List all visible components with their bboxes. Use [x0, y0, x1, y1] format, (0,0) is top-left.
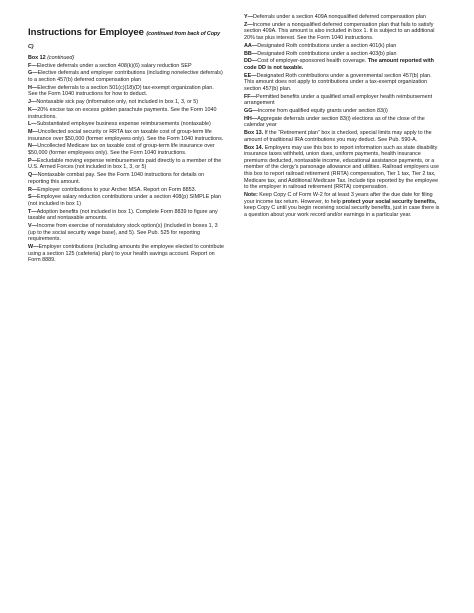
box13-paragraph [244, 130, 443, 143]
entry-code: FF [244, 93, 251, 100]
entry-text: Employer contributions (including amounts the employee elected to contribute using a section 125 (cafeteria) plan) to your health savings account. Report on Form 8889. [28, 244, 224, 264]
note-text-2: keep Copy C until you begin receiving social security benefits, just in case there is a question about your work record and/or earnings in a particular year. [244, 205, 440, 218]
entry-code-aa: AA—Designated Roth contributions under a section 401(k) plan [244, 42, 397, 49]
note-bold-text: protect your social security benefits, [342, 198, 437, 205]
page-heading [28, 27, 224, 53]
entry-code-k: K—20% excise tax on excess golden parachute payments. See the Form 1040 instructions. [28, 106, 217, 120]
entry-text: Aggregate deferrals under section 83(i) elections as of the close of the calendar year [244, 115, 425, 129]
entry-code-y: Y—Deferrals under a section 409A nonqualified deferred compensation plan [244, 14, 426, 20]
entry-code: L [28, 121, 32, 128]
box14-text: Employers may use this box to report information such as state disability insurance taxes withheld, union dues, uniform payments, health insurance premiums deducted, nontaxable income, educational assistance payments, or a member of the clergy’s parsonage allowance and utilities. Railroad employers use this box to report railroad retirement (RRTA) compensation, Tier 1 tax, Tier 2 tax, Medicare tax, and Additional Medicare Tax. Include tips reported by the employee to the employer in railroad retirement (RRTA) compensation. [244, 144, 439, 191]
box14-label: Box 14. [244, 144, 264, 151]
entry-code-dd: DD—Cost of employer-sponsored health coverage. The amount reported with code DD is not taxable. [244, 58, 434, 71]
entry-text: Permitted benefits under a qualified small employer health reimbursement arrangement [244, 93, 433, 107]
entry-code: S [28, 194, 32, 201]
entry-code-h: H—Elective deferrals to a section 501(c)(18)(D) tax-exempt organization plan. See the Form 1040 instructions for how to deduct. [28, 84, 214, 98]
entry-code-ee: EE—Designated Roth contributions under a governmental section 457(b) plan. This amount does not apply to contributions under a tax-exempt organization section 457(b) plan. [244, 72, 432, 92]
entry-code-bb: BB—Designated Roth contributions under a section 403(b) plan [244, 50, 397, 57]
entry-code-z: Z—Income under a nonqualified deferred compensation plan that fails to satisfy section 409A. This amount is also included in box 1. It is subject to an additional 20% tax plus interest. See the Form 1040 instructions. [244, 21, 435, 41]
entry-code: K [28, 106, 32, 113]
entry-text: Employer contributions to your Archer MSA. Report on Form 8853. [37, 186, 197, 193]
entry-code: AA [244, 42, 252, 49]
entry-code: Z [244, 21, 248, 28]
entry-code-f: F—Elective deferrals under a section 408(k)(6) salary reduction SEP [28, 62, 192, 69]
entry-code: H [28, 84, 32, 91]
entry-code-n: N—Uncollected Medicare tax on taxable cost of group-term life insurance over $50,000 (former employees only). See the Form 1040 instructions. [28, 143, 215, 157]
entry-code: G [28, 70, 33, 77]
box14-paragraph [244, 145, 443, 191]
entry-code: EE [244, 72, 252, 79]
note-label: Note: [244, 191, 258, 198]
box13-text: If the “Retirement plan” box is checked, special limits may apply to the amount of traditional IRA contributions you may deduct. See Pub. 590-A. [244, 130, 432, 143]
entry-code-gg: GG—Income from qualified equity grants under section 83(i) [244, 108, 388, 115]
entry-bold-text: The amount reported with code DD is not taxable. [244, 58, 434, 71]
box12-title: Box 12 [28, 55, 46, 61]
entry-code-j: J—Nontaxable sick pay (information only, not included in box 1, 3, or 5) [28, 99, 199, 106]
right-entry-list [244, 14, 443, 129]
box12-subheading [28, 55, 224, 62]
note-text-1: Keep Copy C of Form W-2 for at least 3 years after the due date for filing your income tax return. However, to help [244, 191, 433, 205]
entry-code-hh: HH—Aggregate deferrals under section 83(i) elections as of the close of the calendar year [244, 115, 425, 129]
entry-code: BB [244, 50, 252, 57]
entry-code-r: R—Employer contributions to your Archer MSA. Report on Form 8853. [28, 186, 197, 193]
entry-code-g: G—Elective deferrals and employer contributions (including nonelective deferrals) to a section 457(b) deferred compensation plan [28, 70, 223, 83]
entry-text: Income from qualified equity grants under section 83(i) [257, 108, 388, 115]
entry-code: R [28, 186, 32, 193]
entry-text: Designated Roth contributions under a governmental section 457(b) plan. This amount does not apply to contributions under a tax-exempt organization section 457(b) plan. [244, 72, 432, 92]
entry-code-p: P—Excludable moving expense reimbursements paid directly to a member of the U.S. Armed Forces (not included in box 1, 3, or 5) [28, 157, 222, 171]
entry-text: Cost of employer-sponsored health coverage. [257, 58, 367, 65]
entry-code: N [28, 143, 32, 150]
entry-text: Income from exercise of nonstatutory stock option(s) (included in boxes 1, 3 (up to the social security wage base), and 5). See Pub. 525 for reporting requirements. [28, 223, 218, 243]
entry-text: Deferrals under a section 409A nonqualified deferred compensation plan [253, 14, 426, 20]
entry-text: Elective deferrals to a section 501(c)(18)(D) tax-exempt organization plan. See the Form 1040 instructions for how to deduct. [28, 84, 214, 98]
left-column [28, 27, 224, 265]
box12-note: (continued) [47, 55, 75, 61]
note-paragraph [244, 192, 443, 218]
entry-code: DD [244, 58, 252, 65]
entry-text: 20% excise tax on excess golden parachute payments. See the Form 1040 instructions. [28, 106, 217, 120]
entry-text: Uncollected Medicare tax on taxable cost of group-term life insurance over $50,000 (former employees only). See the Form 1040 instructions. [28, 143, 215, 157]
entry-code: M [28, 129, 33, 136]
entry-text: Excludable moving expense reimbursements paid directly to a member of the U.S. Armed Forces (not included in box 1, 3, or 5) [28, 157, 222, 171]
entry-code: Q [28, 172, 33, 179]
entry-code: J [28, 99, 31, 106]
entry-code-ff: FF—Permitted benefits under a qualified small employer health reimbursement arrangement [244, 93, 433, 107]
heading-title: Instructions for Employee [28, 27, 144, 38]
entry-code: V [28, 223, 32, 230]
entry-code: W [28, 244, 34, 251]
box13-label: Box 13. [244, 130, 264, 137]
entry-text: Designated Roth contributions under a section 403(b) plan [257, 50, 397, 57]
entry-text: Substantiated employee business expense reimbursements (nontaxable) [36, 121, 211, 128]
entry-code: Y [244, 14, 248, 20]
entry-code: GG [244, 108, 253, 115]
left-entry-list [28, 63, 224, 264]
entry-text: Uncollected social security or RRTA tax on taxable cost of group-term life insurance over $50,000 (former employees only). See the Form 1040 instructions. [28, 129, 224, 142]
entry-code-w: W—Employer contributions (including amounts the employee elected to contribute using a section 125 (cafeteria) plan) to your health savings account. Report on Form 8889. [28, 244, 224, 264]
entry-text: Elective deferrals and employer contributions (including nonelective deferrals) to a section 457(b) deferred compensation plan [28, 70, 223, 83]
entry-code-l: L—Substantiated employee business expense reimbursements (nontaxable) [28, 121, 211, 128]
entry-text: Designated Roth contributions under a section 401(k) plan [257, 42, 397, 49]
entry-code-m: M—Uncollected social security or RRTA tax on taxable cost of group-term life insurance over $50,000 (former employees only). See the Form 1040 instructions. [28, 129, 224, 142]
entry-code: F [28, 62, 32, 69]
entry-code-s: S—Employee salary reduction contributions under a section 408(p) SIMPLE plan (not included in box 1) [28, 194, 221, 207]
heading-note: (continued from back of Copy C) [28, 31, 220, 50]
right-column [244, 14, 443, 219]
entry-text: Nontaxable sick pay (information only, not included in box 1, 3, or 5) [36, 99, 199, 106]
entry-text: Nontaxable combat pay. See the Form 1040 instructions for details on reporting this amount. [28, 172, 205, 185]
entry-code-q: Q—Nontaxable combat pay. See the Form 1040 instructions for details on reporting this amount. [28, 172, 205, 185]
entry-code-t: T—Adoption benefits (not included in box 1). Complete Form 8839 to figure any taxable and nontaxable amounts. [28, 208, 218, 222]
entry-code-v: V—Income from exercise of nonstatutory stock option(s) (included in boxes 1, 3 (up to the social security wage base), and 5). See Pub. 525 for reporting requirements. [28, 223, 218, 243]
entry-code: P [28, 157, 32, 164]
entry-text: Income under a nonqualified deferred compensation plan that fails to satisfy section 409A. This amount is also included in box 1. It is subject to an additional 20% tax plus interest. See the Form 1040 instructions. [244, 21, 435, 41]
entry-code: HH [244, 115, 252, 122]
entry-text: Elective deferrals under a section 408(k)(6) salary reduction SEP [36, 62, 192, 69]
entry-text: Employee salary reduction contributions under a section 408(p) SIMPLE plan (not included in box 1) [28, 194, 221, 207]
entry-text: Adoption benefits (not included in box 1). Complete Form 8839 to figure any taxable and nontaxable amounts. [28, 208, 218, 222]
entry-code: T [28, 208, 32, 215]
